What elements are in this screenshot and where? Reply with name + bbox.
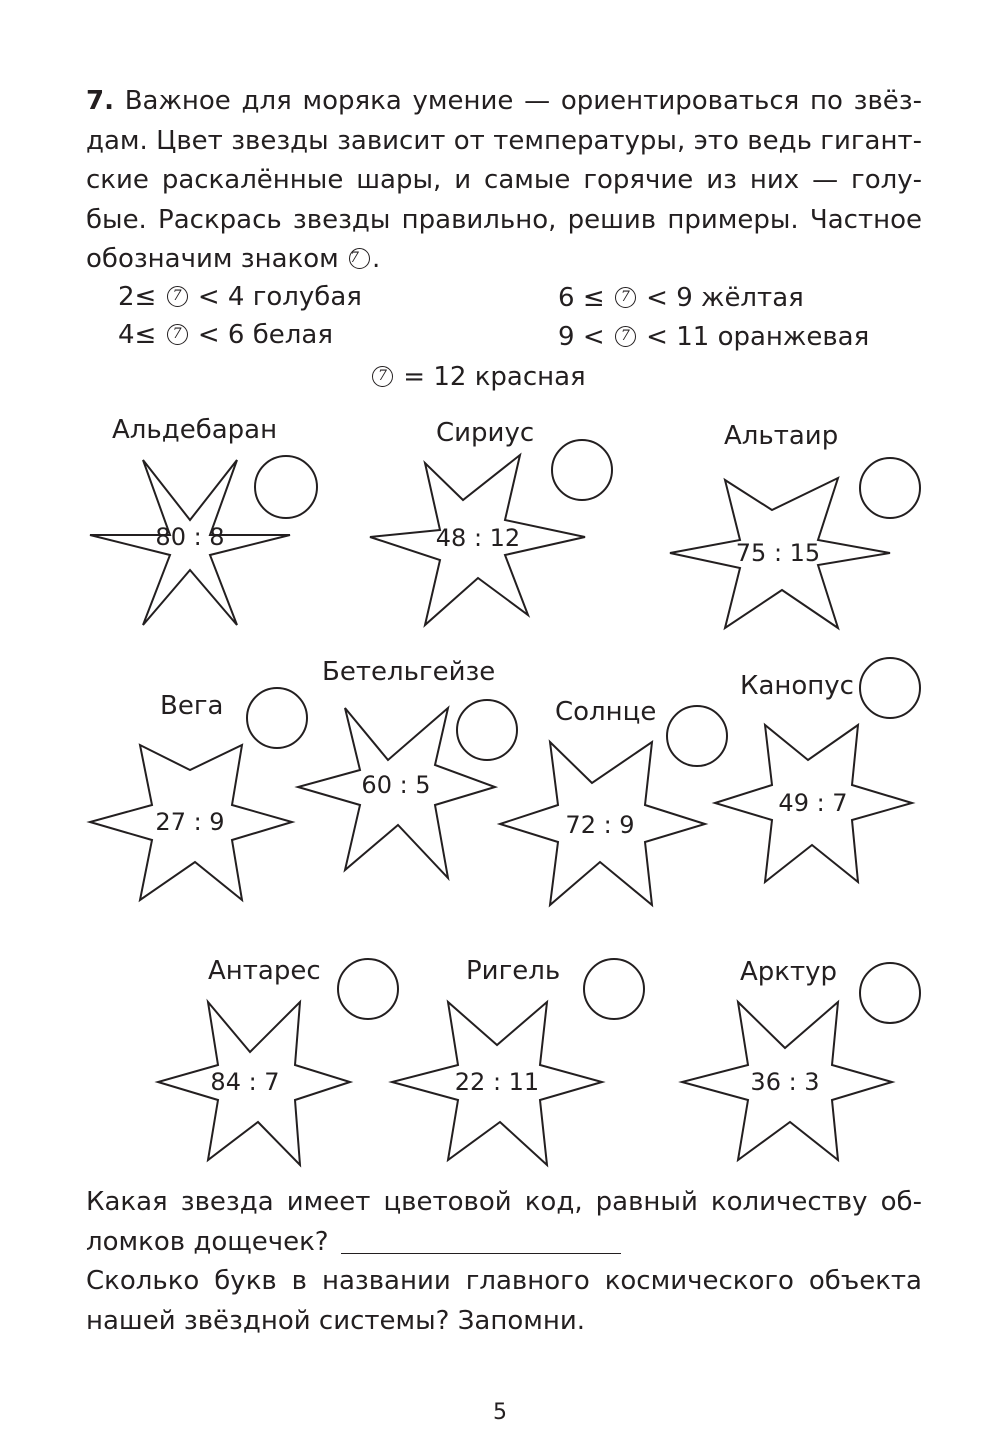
star-expr-sirius: 48 : 12 <box>435 524 521 552</box>
legend-white-color: белая <box>252 320 333 350</box>
legend-orange-color: оранжевая <box>717 322 870 352</box>
color-circle-canopus[interactable] <box>860 658 920 718</box>
legend-yellow-left: 6 <box>558 283 575 313</box>
answer-field[interactable] <box>341 1253 621 1254</box>
color-circle-vega[interactable] <box>247 688 307 748</box>
color-circle-sun[interactable] <box>667 706 727 766</box>
color-circle-aldebaran[interactable] <box>255 456 317 518</box>
question-1-text: Какая звезда имеет цветовой код, равный количеству обломков дощечек? <box>86 1187 922 1257</box>
star-name-arcturus: Арктур <box>740 957 838 987</box>
legend-red-op: = <box>403 362 426 392</box>
legend-blue-left: 2≤ <box>118 282 157 312</box>
task-number: 7. <box>86 86 114 116</box>
color-circle-rigel[interactable] <box>584 959 644 1019</box>
legend-red-value: 12 <box>433 362 467 392</box>
legend-orange-op: < <box>646 322 668 352</box>
star-expr-vega: 27 : 9 <box>155 808 225 836</box>
task-end-punct: . <box>372 244 381 274</box>
color-circle-antares[interactable] <box>338 959 398 1019</box>
legend-blue-op: < <box>197 282 220 312</box>
star-expr-sun: 72 : 9 <box>565 811 635 839</box>
legend-white-op: < <box>197 320 220 350</box>
star-expr-canopus: 49 : 7 <box>778 789 848 817</box>
legend-white-left: 4≤ <box>118 320 157 350</box>
star-name-rigel: Ригель <box>466 956 561 986</box>
legend-yellow-op: < <box>646 283 668 313</box>
star-expr-arcturus: 36 : 3 <box>750 1068 820 1096</box>
legend-yellow-value: 9 <box>676 283 693 313</box>
task-body: Важное для моряка умение — ориентироваться по звёздам. Цвет звезды зависит от температуры, это ведь гигантские раскалённые шары, и самые горячие из них — голубые. Раскрась звезды правильно, решив примеры. Частное обозначим знаком <box>86 86 923 274</box>
star-expr-aldebaran: 80 : 8 <box>155 523 225 551</box>
question-2: Сколько букв в названии главного космического объекта нашей звёздной системы? Запомни. <box>86 1266 922 1336</box>
legend-orange-lop: < <box>582 322 605 352</box>
color-circle-betelgeuse[interactable] <box>457 700 517 760</box>
star-expr-antares: 84 : 7 <box>210 1068 280 1096</box>
star-expr-betelgeuse: 60 : 5 <box>361 771 431 799</box>
legend-orange-value: 11 <box>676 322 710 352</box>
color-circle-arcturus[interactable] <box>860 963 920 1023</box>
star-name-altair: Альтаир <box>724 421 839 451</box>
page-number: 5 <box>493 1400 507 1425</box>
color-circle-altair[interactable] <box>860 458 920 518</box>
star-name-aldebaran: Альдебаран <box>112 415 278 445</box>
legend-red-color: красная <box>474 362 586 392</box>
star-name-sirius: Сириус <box>436 418 535 448</box>
legend-yellow-lop: ≤ <box>582 283 605 313</box>
star-name-canopus: Канопус <box>740 671 854 701</box>
legend-blue-color: голубая <box>252 282 362 312</box>
legend-yellow-color: жёлтая <box>701 283 804 313</box>
color-circle-sirius[interactable] <box>552 440 612 500</box>
star-name-sun: Солнце <box>555 697 657 727</box>
star-expr-rigel: 22 : 11 <box>454 1068 540 1096</box>
star-name-betelgeuse: Бетельгейзе <box>322 657 496 687</box>
legend-orange-left: 9 <box>558 322 575 352</box>
legend-white-value: 6 <box>227 320 245 350</box>
star-expr-altair: 75 : 15 <box>735 539 821 567</box>
star-name-vega: Вега <box>160 691 224 721</box>
question-1 <box>86 1183 922 1262</box>
legend-blue-value: 4 <box>227 282 245 312</box>
star-name-antares: Антарес <box>208 956 321 986</box>
